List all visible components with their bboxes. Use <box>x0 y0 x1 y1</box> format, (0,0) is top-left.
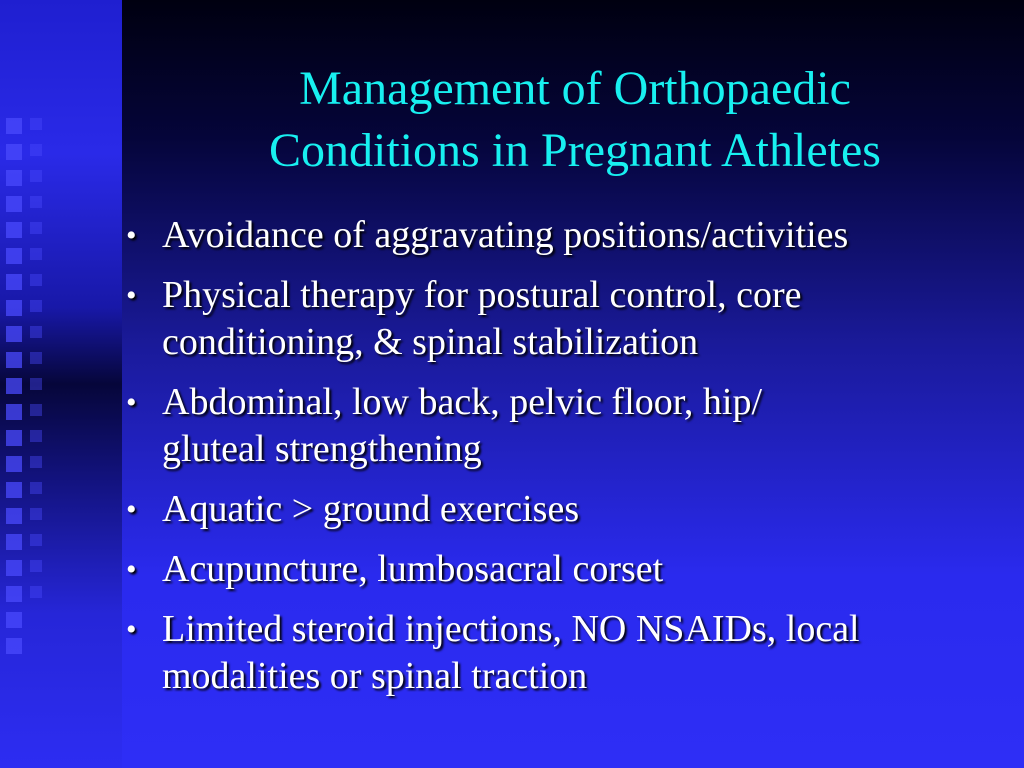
bullet-text: Limited steroid injections, NO NSAIDs, local <box>162 608 860 650</box>
bullet-item <box>124 546 1014 593</box>
decorative-square <box>30 586 42 598</box>
bullet-text-continued: modalities or spinal traction <box>162 655 588 697</box>
bullet-dot-icon: • <box>126 279 137 312</box>
bullet-dot-icon: • <box>126 613 137 646</box>
decorative-square <box>6 222 22 238</box>
decorative-square <box>6 118 22 134</box>
decorative-square <box>30 352 42 364</box>
decorative-square <box>6 352 22 368</box>
slide-title-line-1: Management of Orthopaedic <box>299 62 851 115</box>
bullet-dot-icon: • <box>126 386 137 419</box>
decorative-square <box>6 326 22 342</box>
bullet-text: Abdominal, low back, pelvic floor, hip/ <box>162 381 763 423</box>
bullet-dot-icon: • <box>126 219 137 252</box>
bullet-item <box>124 606 1014 700</box>
bullet-text-continued: conditioning, & spinal stabilization <box>162 321 699 363</box>
decorative-square <box>6 456 22 472</box>
decorative-square <box>6 534 22 550</box>
decorative-square <box>30 560 42 572</box>
decorative-square <box>30 404 42 416</box>
decorative-square <box>6 560 22 576</box>
bullet-item <box>124 486 1014 533</box>
decorative-square <box>6 508 22 524</box>
decorative-square <box>6 586 22 602</box>
decorative-square <box>30 508 42 520</box>
bullet-text: Avoidance of aggravating positions/activities <box>162 214 849 256</box>
decorative-square <box>6 300 22 316</box>
decorative-square <box>30 118 42 130</box>
slide-title-line-2: Conditions in Pregnant Athletes <box>269 124 881 177</box>
decorative-square <box>30 326 42 338</box>
decorative-square <box>6 378 22 394</box>
decorative-square <box>6 196 22 212</box>
decorative-squares-faded <box>30 118 46 612</box>
slide-title <box>170 58 980 182</box>
decorative-square <box>30 378 42 390</box>
decorative-square <box>6 482 22 498</box>
decorative-square <box>30 456 42 468</box>
decorative-square <box>30 248 42 260</box>
bullet-text: Acupuncture, lumbosacral corset <box>162 548 664 590</box>
bullet-item <box>124 272 1014 366</box>
decorative-square <box>30 222 42 234</box>
decorative-square <box>30 274 42 286</box>
decorative-squares <box>6 118 22 664</box>
decorative-square <box>30 534 42 546</box>
decorative-square <box>6 248 22 264</box>
bullet-dot-icon: • <box>126 553 137 586</box>
bullet-dot-icon: • <box>126 493 137 526</box>
decorative-square <box>30 430 42 442</box>
decorative-square <box>6 404 22 420</box>
decorative-square <box>6 144 22 160</box>
bullet-item <box>124 379 1014 473</box>
left-decorative-strip <box>0 0 122 768</box>
decorative-square <box>6 170 22 186</box>
decorative-square <box>30 170 42 182</box>
decorative-square <box>6 274 22 290</box>
decorative-square <box>6 430 22 446</box>
decorative-square <box>30 144 42 156</box>
decorative-square <box>30 482 42 494</box>
bullet-item <box>124 212 1014 259</box>
bullet-text: Aquatic > ground exercises <box>162 488 580 530</box>
bullet-list <box>124 212 1014 713</box>
decorative-square <box>30 300 42 312</box>
decorative-square <box>30 196 42 208</box>
bullet-text-continued: gluteal strengthening <box>162 428 482 470</box>
bullet-text: Physical therapy for postural control, core <box>162 274 802 316</box>
decorative-square <box>6 638 22 654</box>
decorative-square <box>6 612 22 628</box>
